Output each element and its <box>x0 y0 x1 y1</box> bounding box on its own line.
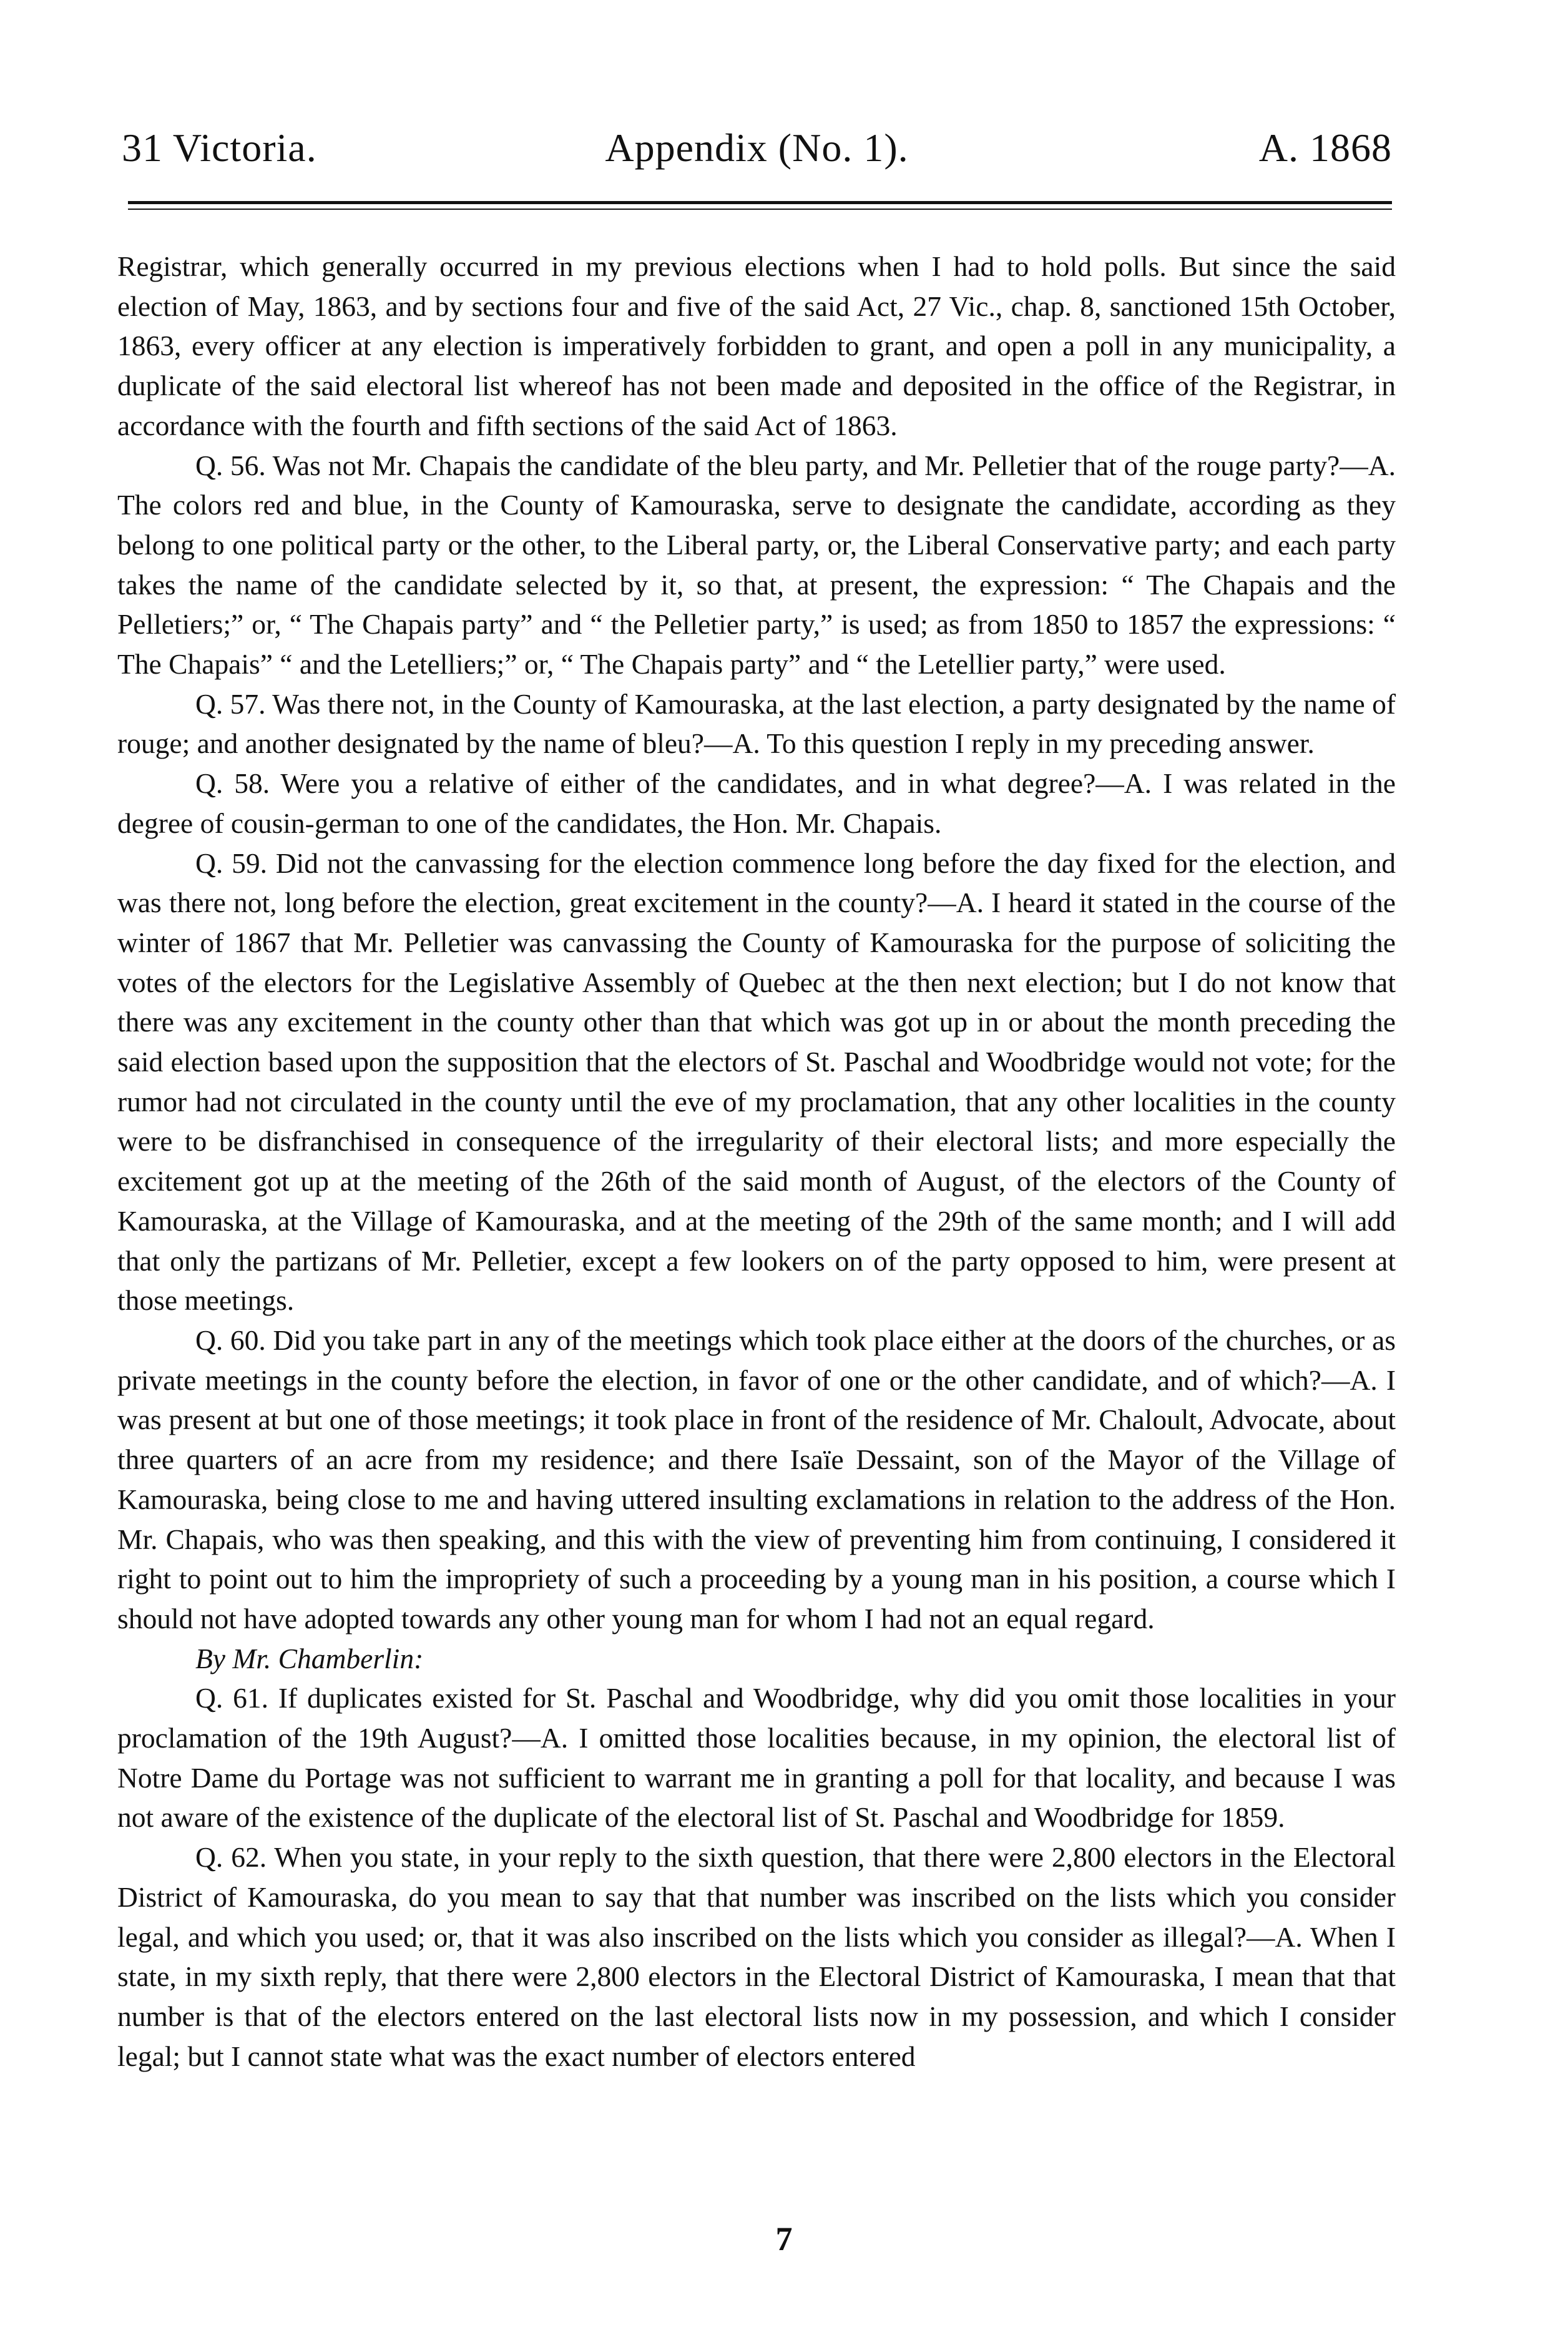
paragraph-q62: Q. 62. When you state, in your reply to the sixth question, that there were 2,800 electors in the Electoral District of Kamouraska, do you mean to say that that number was inscribed on the lists which you consider legal, and which you used; or, that it was also inscribed on the lists which you consider as illegal?—A. When I state, in my sixth reply, that there were 2,800 electors in the Electoral District of Kamouraska, I mean that that number is that of the electors entered on the last electoral lists now in my possession, and which I consider legal; but I cannot state what was the exact number of electors entered <box>117 1841 1396 2072</box>
paragraph-q56: Q. 56. Was not Mr. Chapais the candidate of the bleu party, and Mr. Pelletier that of the rouge party?—A. The colors red and blue, in the County of Kamouraska, serve to designate the candidate, according as they belong to one political party or the other, to the Liberal party, or, the Liberal Conservative party; and each party takes the name of the candidate selected by it, so that, at present, the expression: “ The Chapais and the Pelletiers;” or, “ The Chapais party” and “ the Pelletier party,” is used; as from 1850 to 1857 the expressions: “ The Chapais” “ and the Letelliers;” or, “ The Chapais party” and “ the Letellier party,” were used. <box>117 449 1396 681</box>
examiner-heading: By Mr. Chamberlin: <box>195 1642 424 1674</box>
paragraph-q61: Q. 61. If duplicates existed for St. Paschal and Woodbridge, why did you omit those localities in your proclamation of the 19th August?—A. I omitted those localities because, in my opinion, the electoral list of Notre Dame du Portage was not sufficient to warrant me in granting a poll for that locality, and because I was not aware of the existence of the duplicate of the electoral list of St. Paschal and Woodbridge for 1859. <box>117 1682 1396 1834</box>
header-regnal-year: 31 Victoria. <box>122 125 317 170</box>
page-number: 7 <box>775 2220 793 2258</box>
paragraph-q58: Q. 58. Were you a relative of either of the candidates, and in what degree?—A. I was related in the degree of cousin-german to one of the candidates, the Hon. Mr. Chapais. <box>117 767 1396 839</box>
paragraph-q59: Q. 59. Did not the canvassing for the election commence long before the day fixed for the election, and was there not, long before the election, great excitement in the county?—A. I heard it stated in the course of the winter of 1867 that Mr. Pelletier was canvassing the County of Kamouraska for the purpose of soliciting the votes of the electors for the Legislative Assembly of Quebec at the then next election; but I do not know that there was any excitement in the county other than that which was got up in or about the month preceding the said election based upon the supposition that the electors of St. Paschal and Woodbridge would not vote; for the rumor had not circulated in the county until the eve of my proclamation, that any other localities in the county were to be disfranchised in consequence of the irregularity of their electoral lists; and more especially the excitement got up at the meeting of the 26th of the said month of August, of the electors of the County of Kamouraska, at the Village of Kamouraska, and at the meeting of the 29th of the same month; and I will add that only the partizans of Mr. Pelletier, except a few lookers on of the party opposed to him, were present at those meetings. <box>117 847 1396 1317</box>
header-rule-thin <box>128 209 1392 210</box>
paragraph-registrar: Registrar, which generally occurred in my previous elections when I had to hold polls. But since the said election of May, 1863, and by sections four and five of the said Act, 27 Vic., chap. 8, sanctioned 15th October, 1863, every officer at any election is imperatively forbidden to grant, and open a poll in any municipality, a duplicate of the said electoral list whereof has not been made and deposited in the office of the Registrar, in accordance with the fourth and fifth sections of the said Act of 1863. <box>117 250 1396 441</box>
paragraph-q57: Q. 57. Was there not, in the County of Kamouraska, at the last election, a party designated by the name of rouge; and another designated by the name of bleu?—A. To this question I reply in my preceding answer. <box>117 687 1396 760</box>
header-appendix: Appendix (No. 1). <box>605 125 909 170</box>
body-text <box>117 247 1396 2076</box>
paragraph-q60: Q. 60. Did you take part in any of the meetings which took place either at the doors of the churches, or as private meetings in the county before the election, in favor of one or the other candidate, and of which?—A. I was present at but one of those meetings; it took place in front of the residence of Mr. Chaloult, Advocate, about three quarters of an acre from my residence; and there Isaïe Dessaint, son of the Mayor of the Village of Kamouraska, being close to me and having uttered insulting exclamations in relation to the address of the Hon. Mr. Chapais, who was then speaking, and this with the view of preventing him from continuing, I considered it right to point out to him the impropriety of such a proceeding by a young man in his position, a course which I should not have adopted towards any other young man for whom I had not an equal regard. <box>117 1324 1396 1635</box>
header-year: A. 1868 <box>1258 125 1392 170</box>
running-header <box>122 125 1392 194</box>
header-rule-thick <box>128 201 1392 204</box>
